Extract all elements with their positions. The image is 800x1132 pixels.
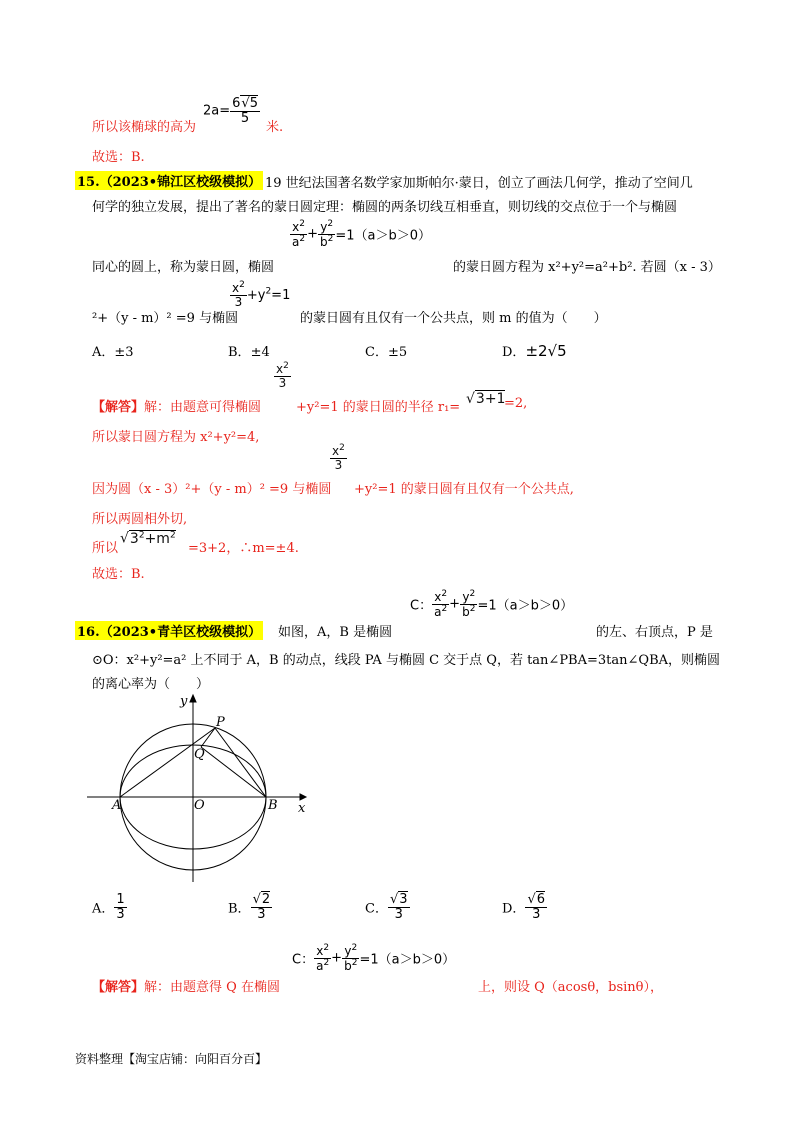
x-axis-arrow bbox=[300, 794, 306, 800]
prev-formula: 2a= $\frac{6√5}{5}$ bbox=[203, 96, 258, 126]
q15-answer-line1c: =2, bbox=[504, 396, 528, 411]
y-axis-arrow bbox=[190, 695, 196, 702]
prev-line1-text: 所以该椭球的高为 bbox=[92, 120, 197, 135]
footer-note: 资料整理【淘宝店铺：向阳百分百】 bbox=[75, 1052, 268, 1066]
q16-line1a: 如图，A，B 是椭圆 bbox=[278, 625, 393, 640]
q15-answer-line1: 【解答】解：由题意可得椭圆 bbox=[92, 400, 262, 415]
q15-answer-sqrt2: $√3^2+m^2$ bbox=[120, 530, 176, 547]
q16-source: （2023•青羊区校级模拟） bbox=[99, 625, 262, 640]
q15-answer-frac2: $\frac{x^2}{3}$ bbox=[332, 443, 345, 472]
q16-number: 16. bbox=[77, 625, 100, 640]
q15-option-b[interactable]: B．±4 bbox=[228, 345, 270, 360]
q16-option-c[interactable]: C． $\frac{√3}{3}$ bbox=[365, 892, 408, 922]
fig-label-q: Q bbox=[194, 747, 205, 762]
prev-line1 bbox=[92, 116, 196, 135]
segment-pq bbox=[201, 728, 215, 747]
q16-line3: 的离心率为（ ） bbox=[92, 677, 210, 692]
q15-header bbox=[75, 171, 263, 190]
fig-label-b: B bbox=[268, 798, 278, 813]
q15-option-d[interactable]: D．±2√5 bbox=[502, 342, 567, 360]
q16-answer-line1: 【解答】解：由题意得 Q 在椭圆 bbox=[92, 980, 280, 995]
q15-line3b: 的蒙日圆方程为 x²+y²=a²+b². 若圆（x - 3） bbox=[453, 260, 721, 275]
q15-number: 15. bbox=[77, 175, 100, 190]
q15-line4a: ²+（y - m）² =9 与椭圆 bbox=[92, 311, 239, 326]
q15-answer-line3b: +y²=1 的蒙日圆有且仅有一个公共点, bbox=[354, 482, 574, 497]
q15-option-c[interactable]: C．±5 bbox=[365, 345, 408, 360]
q16-option-a[interactable]: A． $\frac{1}{3}$ bbox=[92, 892, 125, 922]
segment-ap bbox=[120, 728, 215, 797]
q15-answer-line3a: 因为圆（x - 3）²+（y - m）² =9 与椭圆 bbox=[92, 482, 332, 497]
fig-label-o: O bbox=[194, 798, 205, 813]
q16-line1b: 的左、右顶点，P 是 bbox=[596, 625, 713, 640]
q16-figure bbox=[82, 690, 322, 890]
q15-answer-frac1: $\frac{x^2}{3}$ bbox=[276, 361, 289, 390]
q15-answer-line4: 所以两圆相外切, bbox=[92, 512, 188, 527]
q15-answer-line5a: 所以 bbox=[92, 541, 119, 556]
fig-label-a: A bbox=[112, 798, 122, 813]
q16-answer-tag: 【解答】 bbox=[92, 980, 145, 995]
q15-answer-line2: 所以蒙日圆方程为 x²+y²=4, bbox=[92, 430, 260, 445]
q15-answer-sqrt: √3+1 bbox=[466, 391, 506, 407]
q16-option-d[interactable]: D． $\frac{√6}{3}$ bbox=[502, 892, 546, 922]
q16-line2: ⊙O：x²+y²=a² 上不同于 A，B 的动点，线段 PA 与椭圆 C 交于点 Q，若 tan∠PBA=3tan∠QBA，则椭圆 bbox=[92, 653, 721, 668]
q16-header bbox=[75, 621, 263, 640]
q15-line4-formula: $\frac{x^2}{3}$ $+y^2=1$ bbox=[232, 280, 291, 309]
prev-unit: 米. bbox=[266, 120, 284, 135]
q15-line2: 何学的独立发展，提出了著名的蒙日圆定理：椭圆的两条切线互相垂直，则切线的交点位于一个与椭圆 bbox=[92, 200, 678, 215]
q15-line4b: 的蒙日圆有且仅有一个公共点，则 m 的值为（ ） bbox=[300, 311, 607, 326]
prev-line2: 故选：B. bbox=[92, 150, 145, 165]
fig-label-x: x bbox=[298, 801, 306, 816]
fig-label-y: y bbox=[180, 694, 188, 709]
q15-answer-line1b: +y²=1 的蒙日圆的半径 r₁= bbox=[296, 400, 461, 415]
segment-bp bbox=[215, 728, 266, 797]
q16-line1-formula: C： $\frac{x^2}{a^2}$ + $\frac{y^2}{b^2}$ =1（a＞b＞0） bbox=[410, 589, 574, 619]
q15-answer-line5b: =3+2，∴m=±4. bbox=[188, 541, 299, 556]
q15-line1: 19 世纪法国著名数学家加斯帕尔·蒙日，创立了画法几何学，推动了空间几 bbox=[265, 176, 693, 191]
q15-answer-line6: 故选：B. bbox=[92, 567, 145, 582]
q16-answer-formula: C： $\frac{x^2}{a^2}$ + $\frac{y^2}{b^2}$ =1（a＞b＞0） bbox=[292, 943, 456, 973]
segment-bq bbox=[201, 747, 266, 797]
q15-line3a: 同心的圆上，称为蒙日圆，椭圆 bbox=[92, 260, 275, 275]
q15-answer-tag: 【解答】 bbox=[92, 400, 145, 415]
q16-option-b[interactable]: B． $\frac{√2}{3}$ bbox=[228, 892, 271, 922]
fig-label-p: P bbox=[216, 715, 225, 730]
q15-option-a[interactable]: A．±3 bbox=[92, 345, 134, 360]
q16-answer-line1b: 上，则设 Q（acosθ，bsinθ）， bbox=[478, 980, 663, 995]
q15-line3-formula: $\frac{x^2}{a^2}$ + $\frac{y^2}{b^2}$ =1（a＞b＞0） bbox=[292, 219, 432, 249]
q15-source: （2023•锦江区校级模拟） bbox=[99, 175, 262, 190]
